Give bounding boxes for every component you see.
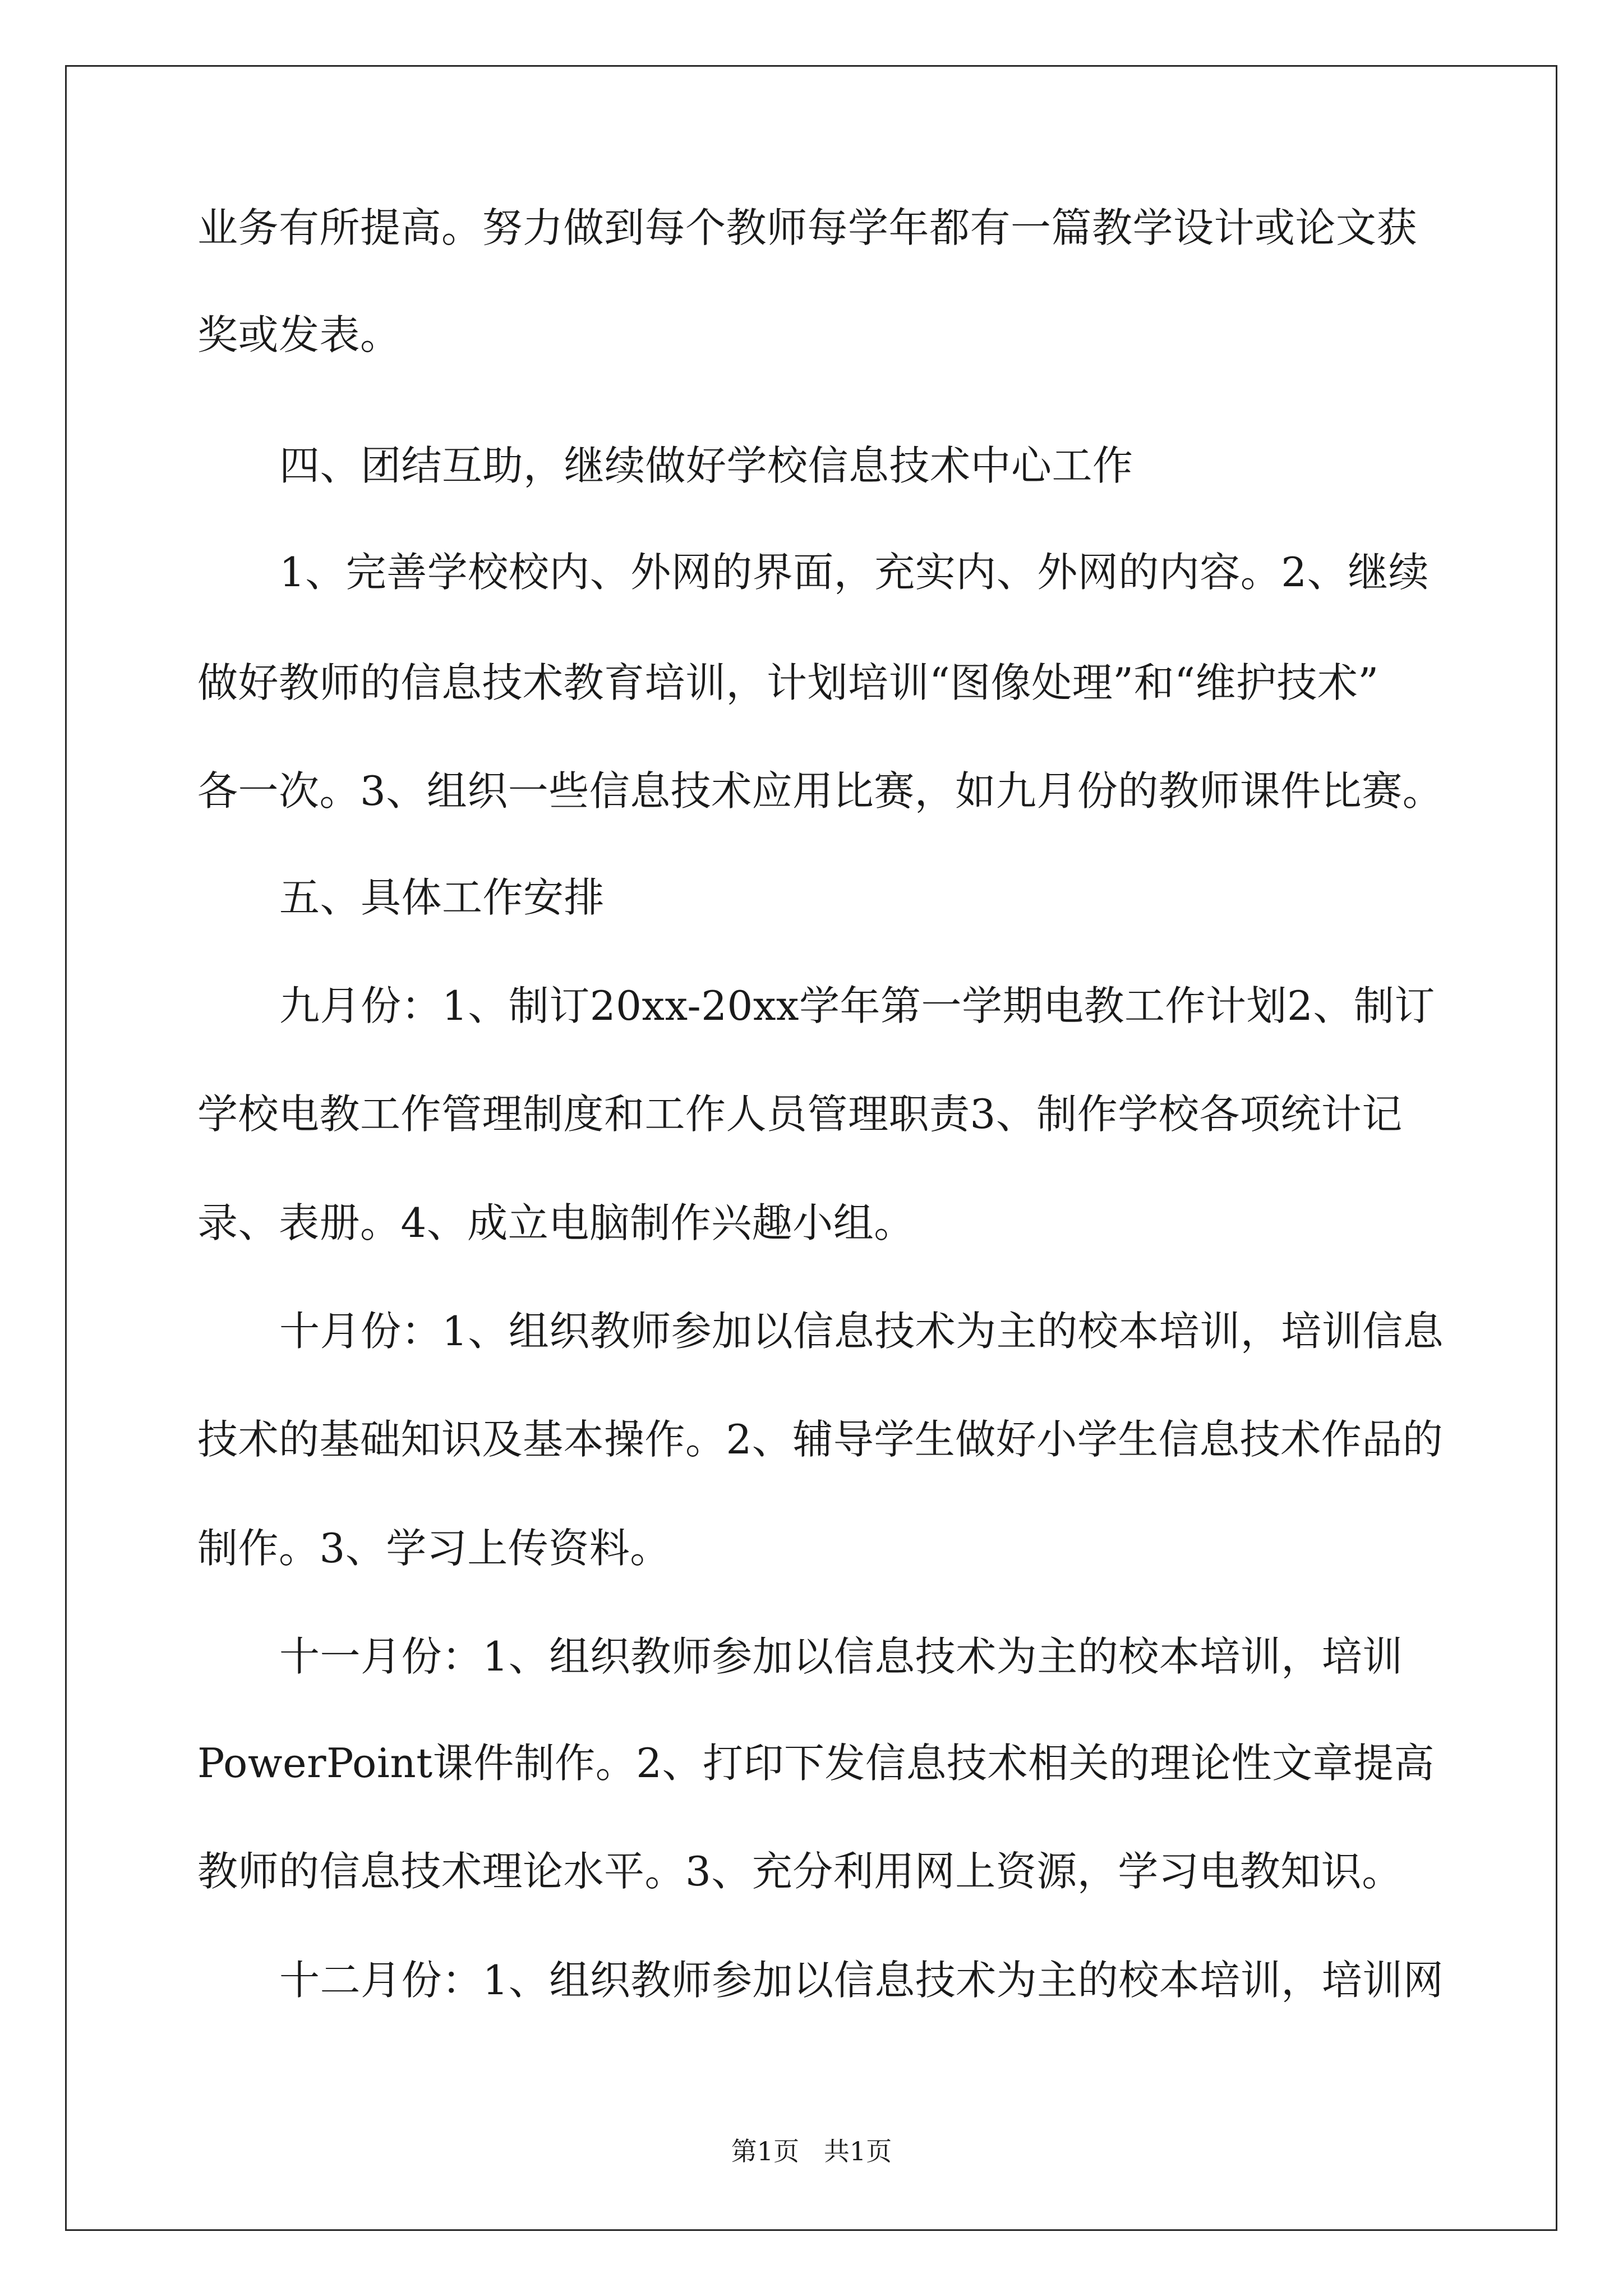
text-line-10: 录、表册。4、成立电脑制作兴趣小组。 bbox=[197, 1199, 915, 1246]
text-line-12: 技术的基础知识及基本操作。2、辅导学生做好小学生信息技术作品的 bbox=[197, 1416, 1444, 1463]
text-line-9: 学校电教工作管理制度和工作人员管理职责3、制作学校各项统计记 bbox=[197, 1091, 1403, 1138]
section-heading-4: 四、团结互助，继续做好学校信息技术中心工作 bbox=[279, 442, 1133, 489]
text-line-15: PowerPoint课件制作。2、打印下发信息技术相关的理论性文章提高 bbox=[197, 1740, 1435, 1787]
text-line-14: 十一月份：1、组织教师参加以信息技术为主的校本培训，培训 bbox=[279, 1633, 1403, 1680]
page-number-footer: 第1页 共1页 bbox=[731, 2136, 892, 2166]
text-line-5: 做好教师的信息技术教育培训，计划培训“图像处理”和“维护技术” bbox=[197, 659, 1379, 706]
text-line-13: 制作。3、学习上传资料。 bbox=[197, 1525, 671, 1572]
page-border bbox=[65, 65, 1557, 2231]
text-line-17: 十二月份：1、组织教师参加以信息技术为主的校本培训，培训网 bbox=[279, 1957, 1444, 2004]
text-line-4: 1、完善学校校内、外网的界面，充实内、外网的内容。2、继续 bbox=[279, 549, 1430, 596]
section-heading-5: 五、具体工作安排 bbox=[279, 874, 605, 921]
text-line-6: 各一次。3、组织一些信息技术应用比赛，如九月份的教师课件比赛。 bbox=[197, 767, 1444, 815]
text-line-11: 十月份：1、组织教师参加以信息技术为主的校本培训，培训信息 bbox=[279, 1308, 1444, 1355]
text-line-8: 九月份：1、制订20xx-20xx学年第一学期电教工作计划2、制订 bbox=[279, 982, 1435, 1029]
text-line-16: 教师的信息技术理论水平。3、充分利用网上资源，学习电教知识。 bbox=[197, 1848, 1403, 1895]
text-line-1: 业务有所提高。努力做到每个教师每学年都有一篇教学设计或论文获 bbox=[197, 204, 1418, 251]
text-line-2: 奖或发表。 bbox=[197, 311, 401, 358]
